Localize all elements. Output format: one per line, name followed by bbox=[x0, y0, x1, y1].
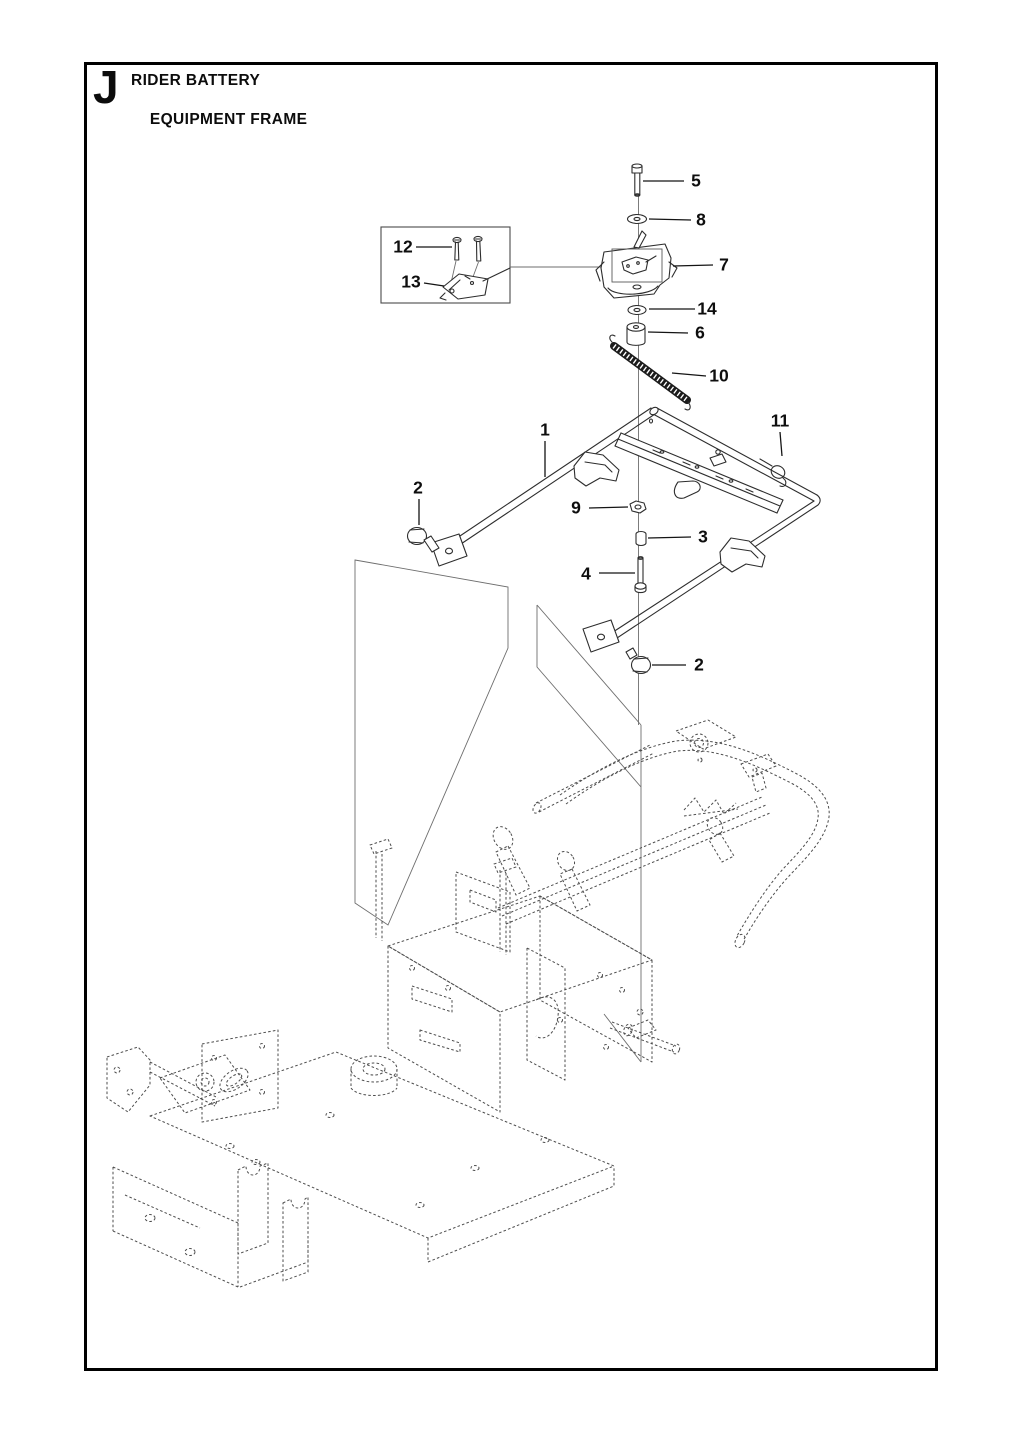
chassis-reference-group bbox=[107, 720, 829, 1287]
callout-part-4: 4 bbox=[581, 563, 591, 584]
callout-part-13: 13 bbox=[401, 271, 421, 292]
page-title-line2: EQUIPMENT FRAME bbox=[149, 111, 308, 128]
callout-part-2-left: 2 bbox=[413, 477, 423, 498]
callout-part-1: 1 bbox=[540, 419, 550, 440]
callout-part-3: 3 bbox=[698, 526, 708, 547]
frame-assembly-group bbox=[408, 406, 821, 674]
callout-part-11: 11 bbox=[770, 410, 790, 431]
callout-part-9: 9 bbox=[571, 497, 581, 518]
hardware-stack-group bbox=[596, 164, 690, 593]
callout-part-8: 8 bbox=[696, 209, 706, 230]
page-title-line1: RIDER BATTERY bbox=[131, 72, 261, 89]
callout-part-14: 14 bbox=[697, 298, 717, 319]
callout-part-12: 12 bbox=[393, 236, 413, 257]
callout-part-5: 5 bbox=[691, 170, 701, 191]
callout-part-10: 10 bbox=[709, 365, 729, 386]
callout-part-6: 6 bbox=[695, 322, 705, 343]
callout-part-2-bottom: 2 bbox=[694, 654, 704, 675]
section-letter: J bbox=[93, 61, 119, 113]
callout-part-7: 7 bbox=[719, 254, 729, 275]
